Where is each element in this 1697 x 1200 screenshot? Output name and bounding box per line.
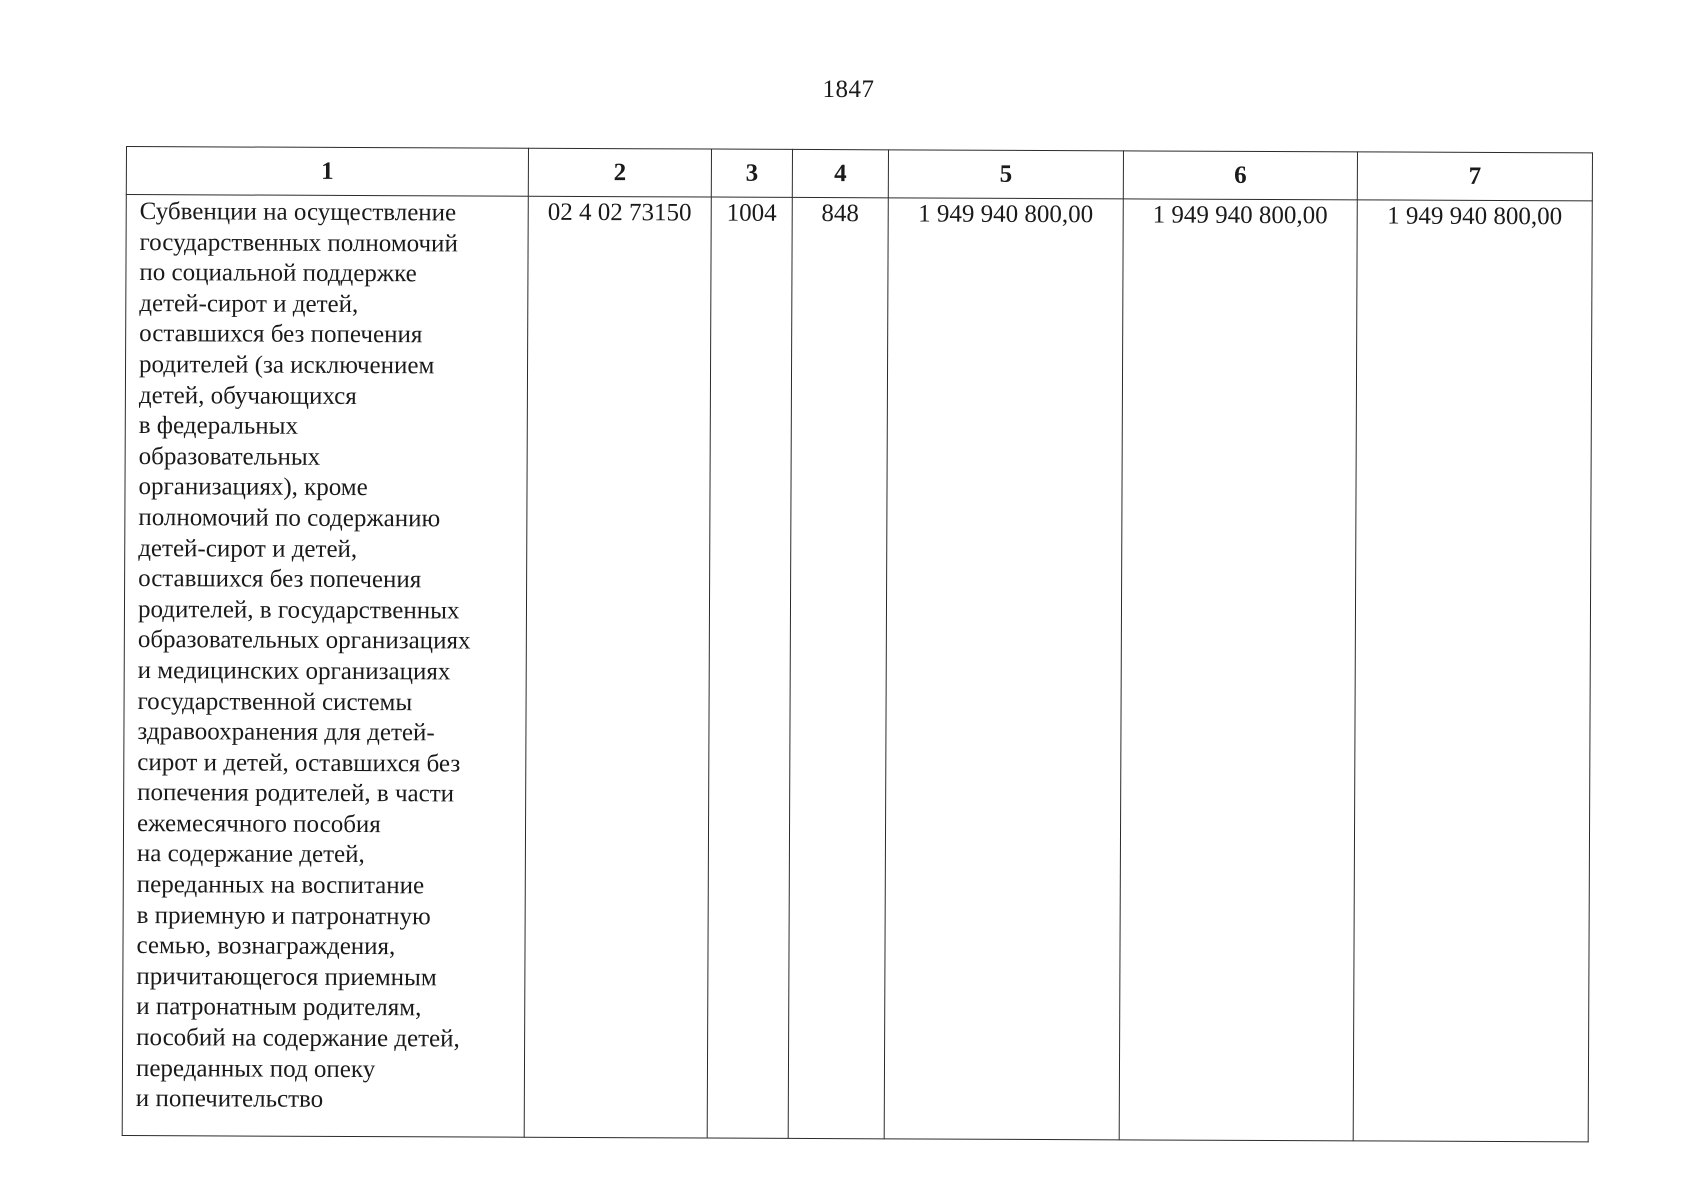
page-number: 1847 bbox=[822, 76, 875, 103]
expense-name-line: оставшихся без попечения bbox=[139, 320, 423, 349]
expense-name-line: на содержание детей, bbox=[136, 840, 365, 869]
expense-name-line: попечения родителей, в части bbox=[137, 779, 455, 808]
budget-table bbox=[122, 146, 1593, 1142]
expense-name-line: образовательных bbox=[138, 442, 321, 471]
column-header-4: 4 bbox=[792, 149, 888, 197]
expense-name-line: Субвенции на осуществление bbox=[139, 198, 457, 227]
expense-name-line: полномочий по содержанию bbox=[138, 503, 441, 533]
expense-name-line: по социальной поддержке bbox=[139, 259, 417, 288]
expense-name-line: детей-сирот и детей, bbox=[139, 289, 359, 318]
amount-column-5-cell: 1 949 940 800,00 bbox=[884, 198, 1123, 1140]
expense-name-line: здравоохранения для детей- bbox=[137, 718, 435, 747]
expense-name-line: сирот и детей, оставшихся без bbox=[137, 748, 461, 778]
expense-name-line: и патронатным родителям, bbox=[136, 993, 422, 1022]
column-header-7: 7 bbox=[1357, 152, 1592, 201]
column-header-6: 6 bbox=[1123, 151, 1357, 200]
expense-name-line: родителей (за исключением bbox=[138, 351, 435, 380]
expense-name-line: организациях), кроме bbox=[138, 473, 368, 502]
expense-name-line: в приемную и патронатную bbox=[136, 901, 431, 930]
table-row bbox=[122, 195, 1592, 1142]
expense-name-line: переданных на воспитание bbox=[136, 871, 425, 900]
expense-name-line: образовательных организациях bbox=[137, 626, 471, 655]
expense-name-line: и попечительство bbox=[135, 1085, 324, 1114]
expense-name-line: оставшихся без попечения bbox=[138, 565, 422, 594]
expense-name-cell bbox=[122, 195, 528, 1138]
expense-name-line: детей, обучающихся bbox=[138, 381, 357, 410]
amount-column-7-cell: 1 949 940 800,00 bbox=[1353, 200, 1592, 1142]
expense-name-line: детей-сирот и детей, bbox=[138, 534, 358, 563]
expense-name-line: родителей, в государственных bbox=[137, 595, 460, 625]
expense-name-line: пособий на содержание детей, bbox=[136, 1024, 460, 1053]
column-header-1: 1 bbox=[126, 147, 528, 197]
column-header-5: 5 bbox=[888, 150, 1123, 199]
target-code-cell: 02 4 02 73150 bbox=[524, 196, 711, 1138]
expense-name-line: переданных под опеку bbox=[135, 1054, 376, 1083]
expense-name-line: семью, вознаграждения, bbox=[136, 932, 396, 961]
column-header-3: 3 bbox=[711, 149, 792, 197]
amount-column-6-cell: 1 949 940 800,00 bbox=[1119, 199, 1357, 1141]
expense-name-line: в федеральных bbox=[138, 412, 299, 440]
expense-name-line: и медицинских организациях bbox=[137, 656, 451, 686]
expense-type-cell: 848 bbox=[788, 197, 888, 1138]
expense-name-line: государственной системы bbox=[137, 687, 413, 716]
header-row bbox=[126, 147, 1592, 201]
expense-name-line: ежемесячного пособия bbox=[136, 809, 381, 838]
column-header-2: 2 bbox=[528, 148, 711, 197]
section-code-cell: 1004 bbox=[707, 197, 792, 1138]
expense-name-line: государственных полномочий bbox=[139, 228, 458, 258]
expense-name-line: причитающегося приемным bbox=[136, 962, 437, 992]
